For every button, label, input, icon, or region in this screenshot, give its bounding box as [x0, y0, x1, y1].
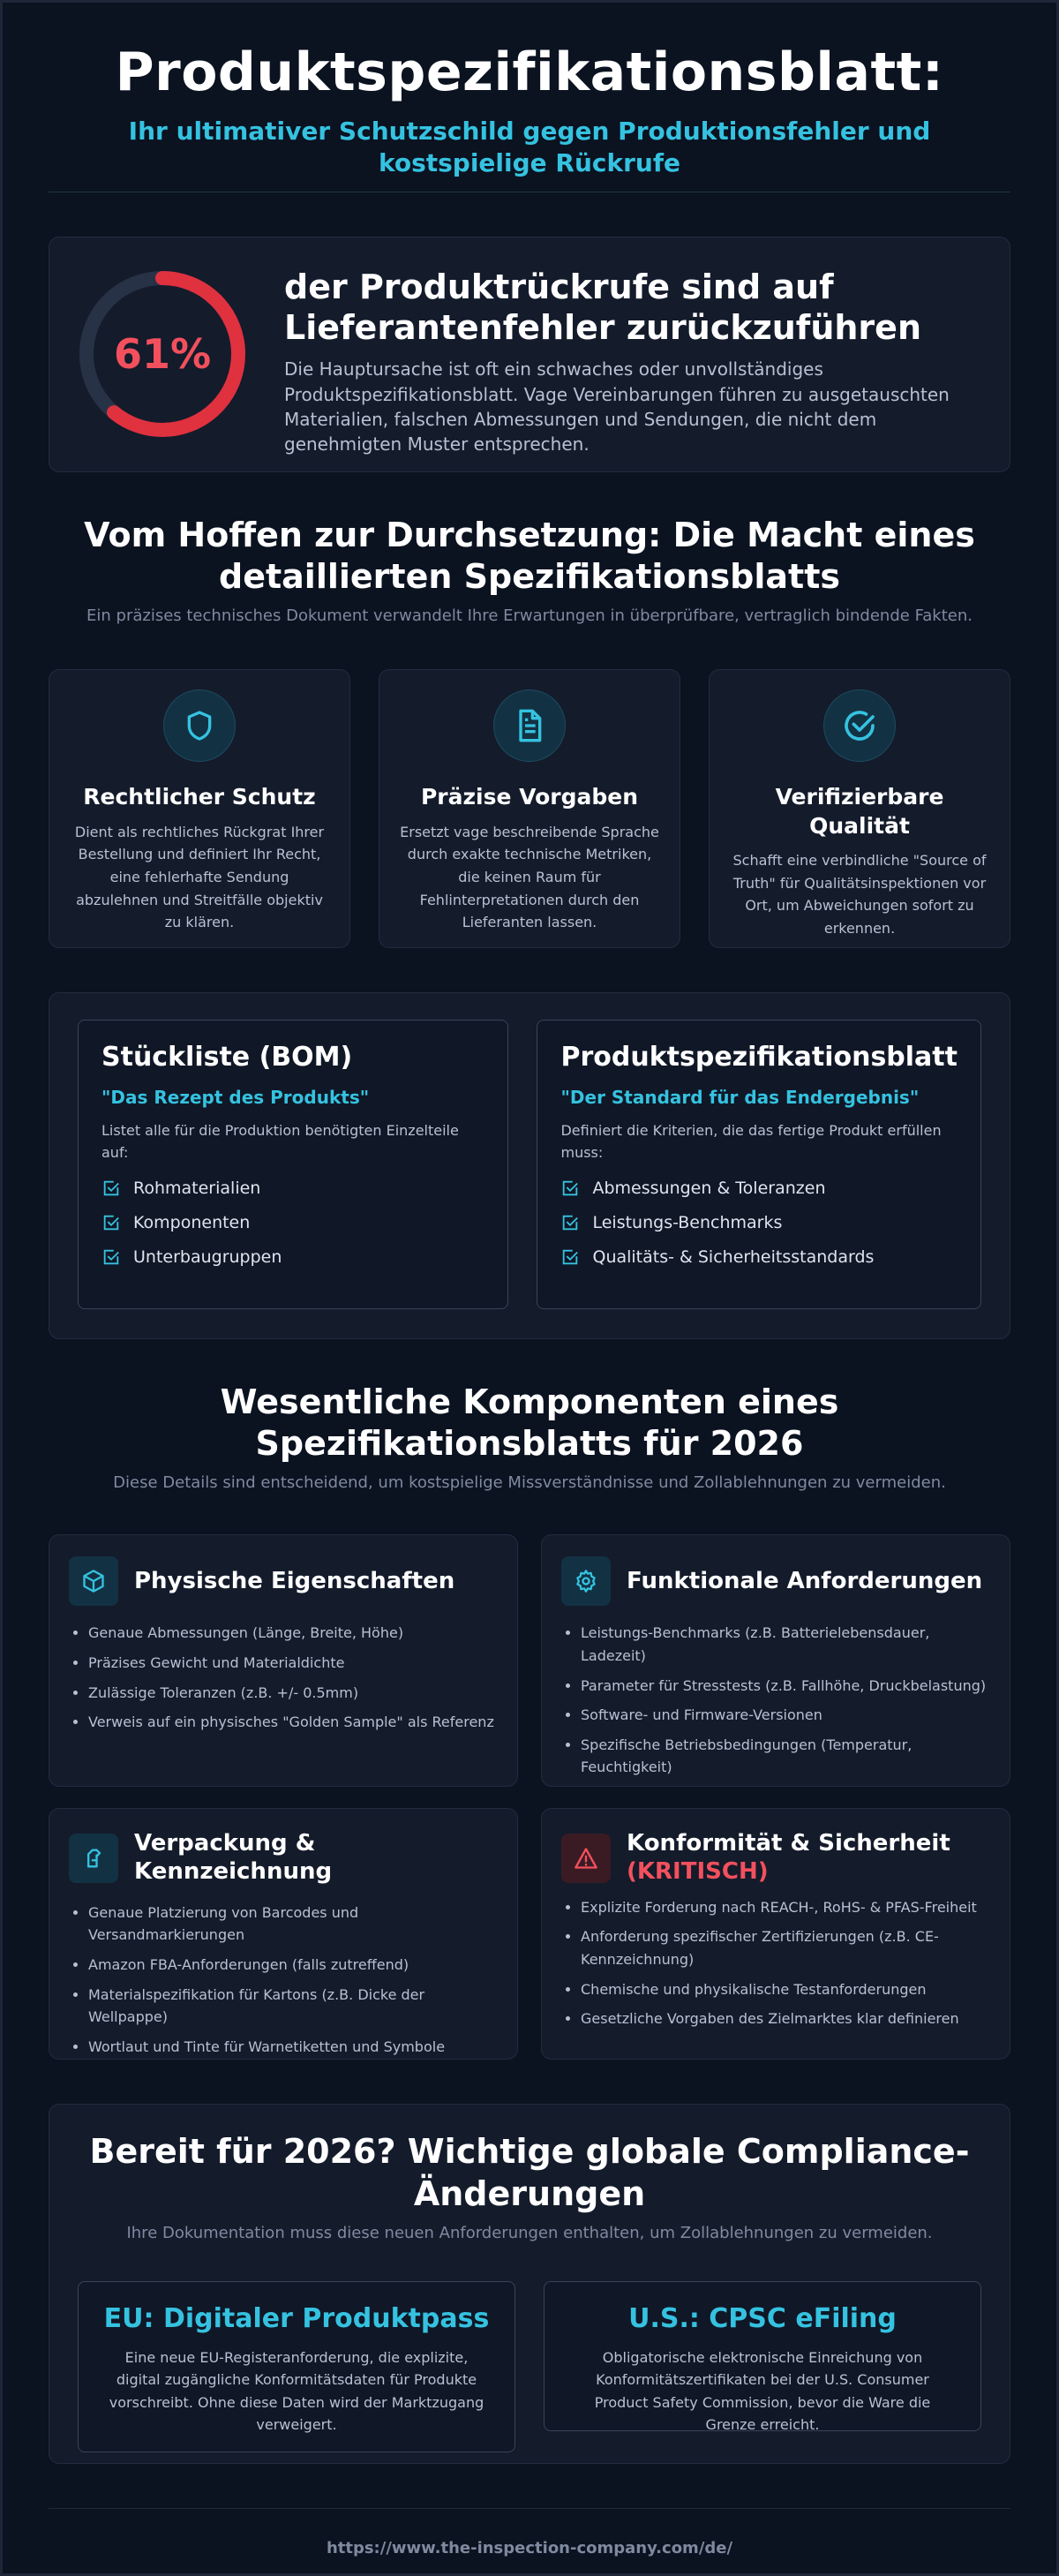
list-item-label: Unterbaugruppen — [133, 1247, 282, 1267]
component-title: Physische Eigenschaften — [134, 1567, 455, 1594]
component-title — [627, 1830, 950, 1885]
spec-list — [560, 1179, 958, 1267]
list-item: • Spezifische Betriebsbedingungen (Temperatur, Feuchtigkeit) — [581, 1734, 990, 1779]
benefit-card-quality — [709, 669, 1010, 948]
shield-icon — [163, 689, 236, 762]
bom-list — [101, 1179, 484, 1267]
us-cpsc-card — [544, 2281, 981, 2434]
benefit-title: Rechtlicher Schutz — [83, 784, 316, 810]
warning-icon — [561, 1834, 611, 1883]
list-item: • Materialspezifikation für Kartons (z.B. Dicke der Wellpappe) — [88, 1984, 498, 2029]
bom-vs-spec-comparison — [49, 992, 1010, 1339]
page-subtitle: Ihr ultimativer Schutzschild gegen Produktionsfehler und kostspielige Rückrufe — [128, 117, 931, 177]
components-subtitle: Diese Details sind entscheidend, um kostspielige Missverständnisse und Zollablehnungen zu vermeiden. — [113, 1473, 946, 1493]
benefit-text: Schafft eine verbindliche "Source of Truth" für Qualitätsinspektionen vor Ort, um Abweichungen sofort zu erkennen. — [732, 852, 987, 937]
component-card-functional — [541, 1534, 1010, 1787]
eu-title: EU: Digitaler Produktpass — [103, 2302, 490, 2334]
component-list — [69, 1902, 498, 2059]
list-item — [560, 1213, 958, 1232]
page-title: Produktspezifikationsblatt: — [115, 41, 944, 103]
benefit-text: Ersetzt vage beschreibende Sprache durch exakte technische Metriken, die keinen Raum für Fehlinterpretationen durch den Lieferanten lassen. — [400, 823, 659, 931]
critical-badge: (KRITISCH) — [627, 1857, 769, 1885]
eu-text: Eine neue EU-Registeranforderung, die explizite, digital zugängliche Konformitätsdaten für Produkte vorschreibt. Ohne diese Daten wird der Marktzugang verweigert. — [109, 2348, 484, 2434]
bom-quote: "Das Rezept des Produkts" — [101, 1087, 370, 1109]
checkbox-check-icon — [560, 1179, 580, 1198]
spec-quote: "Der Standard für das Endergebnis" — [560, 1087, 920, 1109]
footer-divider — [49, 2508, 1010, 2509]
recall-donut-chart — [76, 267, 249, 441]
stat-description: Die Hauptursache ist oft ein schwaches oder unvollständiges Produktspezifikationsblatt. Vage Vereinbarungen führen zu ausgetauschten Materialien, falschen Abmessungen und Sendungen, die nicht dem genehmigten Muster entsprechen. — [284, 358, 950, 456]
us-title: U.S.: CPSC eFiling — [628, 2302, 897, 2334]
component-title: Verpackung & Kennzeichnung — [134, 1830, 333, 1885]
compliance-title: Konformität & Sicherheit — [627, 1830, 950, 1857]
list-item — [101, 1213, 484, 1232]
benefit-text: Dient als rechtliches Rückgrat Ihrer Bestellung und definiert Ihr Recht, eine fehlerhafte Sendung abzulehnen und Streitfälle objektiv zu klären. — [74, 823, 325, 931]
document-icon — [493, 689, 566, 762]
list-item — [101, 1247, 484, 1267]
benefit-title: Verifizierbare Qualität — [775, 784, 944, 839]
list-item: • Amazon FBA-Anforderungen (falls zutreffend) — [88, 1954, 498, 1977]
checkbox-check-icon — [560, 1247, 580, 1267]
list-item-label: Komponenten — [133, 1212, 251, 1232]
spec-title: Produktspezifikationsblatt — [560, 1042, 958, 1073]
list-item-label: Qualitäts- & Sicherheitsstandards — [592, 1247, 875, 1267]
ready-heading — [78, 2131, 981, 2241]
component-card-physical — [49, 1534, 518, 1787]
bom-description: Listet alle für die Produktion benötigten Einzelteile auf: — [101, 1122, 459, 1162]
components-title: Wesentliche Komponenten eines Spezifikationsblatts für 2026 — [220, 1382, 839, 1464]
eu-passport-card — [78, 2281, 515, 2452]
list-item: • Explizite Forderung nach REACH-, RoHS- & PFAS-Freiheit — [581, 1896, 990, 1919]
list-item — [560, 1247, 958, 1267]
power-subtitle: Ein präzises technisches Dokument verwandelt Ihre Erwartungen in überprüfbare, vertraglich bindende Fakten. — [86, 606, 973, 626]
list-item: • Zulässige Toleranzen (z.B. +/- 0.5mm) — [88, 1682, 498, 1705]
ready-subtitle: Ihre Dokumentation muss diese neuen Anforderungen enthalten, um Zollablehnungen zu vermeiden. — [126, 2223, 933, 2242]
list-item-label: Leistungs-Benchmarks — [592, 1212, 783, 1232]
header — [49, 3, 1010, 177]
list-item: • Genaue Platzierung von Barcodes und Versandmarkierungen — [88, 1902, 498, 1947]
benefit-card-precise — [379, 669, 680, 948]
recall-stat-card — [49, 237, 1010, 472]
component-list — [561, 1622, 990, 1779]
list-item: • Parameter für Stresstests (z.B. Fallhöhe, Druckbelastung) — [581, 1675, 990, 1698]
ready-cards — [78, 2281, 981, 2452]
cube-icon — [69, 1556, 118, 1606]
checkbox-check-icon — [101, 1213, 121, 1232]
gear-icon — [561, 1556, 611, 1606]
power-title: Vom Hoffen zur Durchsetzung: Die Macht eines detaillierten Spezifikationsblatts — [84, 516, 975, 597]
component-card-packaging — [49, 1808, 518, 2060]
list-item-label: Abmessungen & Toleranzen — [592, 1178, 826, 1198]
checkbox-check-icon — [560, 1213, 580, 1232]
list-item: • Verweis auf ein physisches "Golden Sample" als Referenz — [88, 1711, 498, 1734]
list-item: • Software- und Firmware-Versionen — [581, 1704, 990, 1727]
list-item: • Gesetzliche Vorgaben des Zielmarktes klar definieren — [581, 2007, 990, 2030]
compliance-2026-section — [49, 2104, 1010, 2464]
component-list — [69, 1622, 498, 1733]
bom-panel — [78, 1020, 508, 1309]
check-circle-icon — [823, 689, 896, 762]
benefit-card-legal — [49, 669, 350, 948]
benefit-title: Präzise Vorgaben — [420, 784, 639, 810]
list-item — [101, 1179, 484, 1198]
stat-headline: der Produktrückrufe sind auf Lieferantenfehler zurückzuführen — [284, 267, 921, 347]
component-card-compliance — [541, 1808, 1010, 2060]
stat-text-block — [284, 267, 983, 457]
list-item — [560, 1179, 958, 1198]
components-grid — [49, 1534, 1010, 2060]
package-icon — [69, 1834, 118, 1883]
component-list — [561, 1896, 990, 2030]
list-item: • Präzises Gewicht und Materialdichte — [88, 1652, 498, 1675]
list-item-label: Rohmaterialien — [133, 1178, 261, 1198]
list-item: • Anforderung spezifischer Zertifizierungen (z.B. CE-Kennzeichnung) — [581, 1925, 990, 1970]
list-item: • Wortlaut und Tinte für Warnetiketten und Symbole — [88, 2036, 498, 2059]
components-section-heading — [49, 1382, 1010, 1492]
footer-url-link[interactable]: https://www.the-inspection-company.com/de/ — [326, 2539, 733, 2558]
ready-title: Bereit für 2026? Wichtige globale Compliance-Änderungen — [89, 2132, 970, 2213]
component-title: Funktionale Anforderungen — [627, 1567, 983, 1594]
benefit-cards — [49, 669, 1010, 948]
power-section-heading — [49, 515, 1010, 625]
list-item: • Leistungs-Benchmarks (z.B. Batterielebensdauer, Ladezeit) — [581, 1622, 990, 1667]
checkbox-check-icon — [101, 1247, 121, 1267]
spec-description: Definiert die Kriterien, die das fertige Produkt erfüllen muss: — [560, 1122, 942, 1162]
list-item: • Chemische und physikalische Testanforderungen — [581, 1978, 990, 2001]
spec-panel — [537, 1020, 981, 1309]
donut-percent-label: 61% — [113, 330, 212, 378]
us-text: Obligatorische elektronische Einreichung von Konformitätszertifikaten bei der U.S. Consumer Product Safety Commission, bevor die Ware die Grenze erreicht. — [594, 2348, 931, 2434]
checkbox-check-icon — [101, 1179, 121, 1198]
list-item: • Genaue Abmessungen (Länge, Breite, Höhe) — [88, 1622, 498, 1645]
bom-title: Stückliste (BOM) — [101, 1042, 353, 1073]
